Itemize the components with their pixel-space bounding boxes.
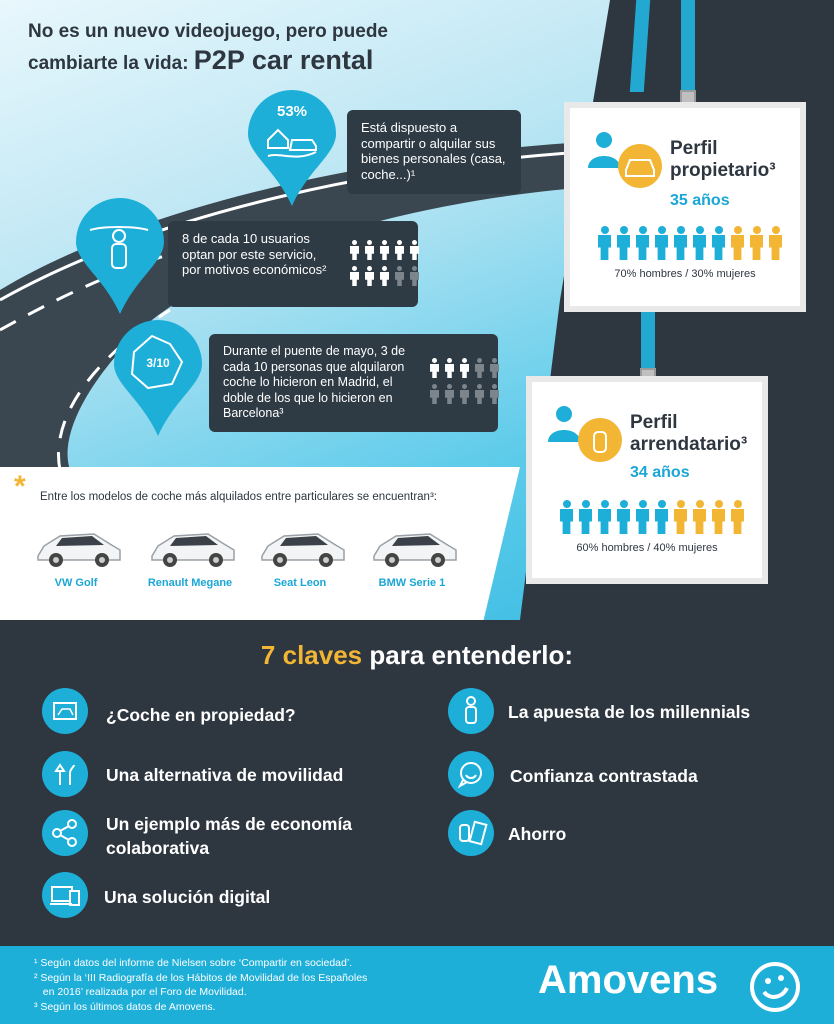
coins-icon (448, 810, 494, 856)
stat-3-ratio: 3/10 (146, 356, 170, 370)
lanyard-2 (641, 312, 655, 370)
key-label-4: Una solución digital (104, 887, 271, 907)
car-image-4 (370, 526, 460, 572)
key-label-3: Un ejemplo más de economía colaborativa (106, 814, 353, 858)
male-figure-icon (693, 226, 706, 260)
car-image-1 (34, 526, 124, 572)
female-figure-icon (731, 226, 744, 260)
male-figure-icon (617, 500, 630, 534)
male-figure-icon (617, 226, 630, 260)
key-label-5: La apuesta de los millennials (508, 702, 751, 722)
person-icon (490, 384, 499, 404)
person-icon (350, 266, 359, 286)
keys-title-highlight: 7 claves (260, 640, 363, 670)
person-icon (445, 384, 454, 404)
male-figure-icon (560, 500, 573, 534)
person-icon (460, 358, 469, 378)
owner-gender-split: 70% hombres / 30% mujeres (614, 268, 756, 280)
badge-clip-1 (680, 90, 696, 110)
female-figure-icon (750, 226, 763, 260)
profile-badge-owner (570, 108, 800, 306)
footnote-3: en 2016’ realizada por el Foro de Movilidad. (34, 986, 247, 998)
person-icon (445, 358, 454, 378)
person-icon (365, 266, 374, 286)
male-figure-icon (655, 500, 668, 534)
male-figure-icon (655, 226, 668, 260)
person-icon (365, 240, 374, 260)
map-pin-3 (112, 318, 204, 440)
key-label-1: ¿Coche en propiedad? (106, 705, 296, 725)
page-title (28, 18, 388, 78)
share-icon (42, 810, 88, 856)
title-line-2: cambiarte la vida: (28, 53, 194, 74)
owner-profile-age: 35 años (670, 192, 730, 209)
person-icon (430, 358, 439, 378)
stat-1-percent: 53% (276, 103, 308, 120)
car-image-2 (148, 526, 238, 572)
title-line-1: No es un nuevo videojuego, pero puede (28, 21, 388, 42)
person-icon (380, 266, 389, 286)
female-figure-icon (674, 500, 687, 534)
male-figure-icon (598, 226, 611, 260)
devices-icon (42, 872, 88, 918)
car-label-renault-megane: Renault Megane (147, 577, 233, 589)
car-image-3 (258, 526, 348, 572)
key-label-6: Confianza contrastada (510, 766, 698, 786)
male-figure-icon (579, 500, 592, 534)
profile-badge-renter (532, 382, 762, 578)
male-figure-icon (674, 226, 687, 260)
person-icon (410, 240, 419, 260)
male-figure-icon (598, 500, 611, 534)
title-highlight: P2P car rental (193, 45, 374, 75)
person-icon (490, 358, 499, 378)
person-icon (475, 384, 484, 404)
male-figure-icon (712, 226, 725, 260)
stat-2-text: 8 de cada 10 usuarios optan por este servicio, por motivos económicos² (168, 221, 418, 307)
renter-gender-figures (560, 500, 744, 534)
keys-title-rest: para entenderlo: (362, 640, 574, 670)
renter-gender-split: 60% hombres / 40% mujeres (576, 542, 718, 554)
female-figure-icon (712, 500, 725, 534)
person-icon (460, 384, 469, 404)
car-label-bmw-serie-1: BMW Serie 1 (378, 577, 446, 589)
owner-profile-title: Perfil propietario³ (670, 138, 776, 181)
smile-chat-icon (448, 751, 494, 797)
renter-profile-age: 34 años (630, 464, 690, 481)
person-icon (448, 688, 494, 734)
map-pin-2 (74, 196, 166, 318)
stat-1-text: Está dispuesto a compartir o alquilar sus bienes personales (casa, coche...)¹ (347, 110, 521, 194)
person-icon (410, 266, 419, 286)
person-icon (395, 240, 404, 260)
stat-3-text: Durante el puente de mayo, 3 de cada 10 personas que alquilaron coche lo hicieron en Madrid, el doble de los que lo hicieron en Barcelona³ (209, 334, 498, 432)
person-icon (380, 240, 389, 260)
lanyard-1 (681, 0, 695, 92)
asterisk-icon: * (14, 470, 26, 503)
key-label-2: Una alternativa de movilidad (106, 765, 344, 785)
owner-gender-figures (598, 226, 782, 260)
arrows-fork-icon (42, 751, 88, 797)
person-icon (475, 358, 484, 378)
renter-profile-title: Perfil arrendatario³ (630, 412, 748, 455)
renter-avatar-icon (548, 402, 628, 466)
cars-intro: Entre los modelos de coche más alquilados entre particulares se encuentran³: (40, 491, 437, 503)
footnote-4: ³ Según los últimos datos de Amovens. (34, 1001, 216, 1013)
male-figure-icon (636, 226, 649, 260)
smiley-logo-icon (748, 960, 802, 1014)
owner-avatar-icon (588, 128, 668, 192)
female-figure-icon (693, 500, 706, 534)
car-label-vw-golf: VW Golf (54, 577, 98, 589)
car-frame-icon (42, 688, 88, 734)
footnote-1: ¹ Según datos del informe de Nielsen sobre ‘Compartir en sociedad’. (34, 957, 353, 969)
footnote-2: ² Según la ‘III Radiografía de los Hábitos de Movilidad de los Españoles (34, 972, 368, 984)
female-figure-icon (769, 226, 782, 260)
male-figure-icon (636, 500, 649, 534)
stat-2-people-grid (350, 240, 422, 286)
person-icon (350, 240, 359, 260)
stat-3-people-grid (430, 358, 502, 404)
amovens-logo-text: Amovens (538, 958, 719, 1002)
car-label-seat-leon: Seat Leon (273, 577, 327, 589)
key-label-7: Ahorro (508, 824, 567, 844)
female-figure-icon (731, 500, 744, 534)
person-icon (395, 266, 404, 286)
person-icon (430, 384, 439, 404)
keys-title (0, 640, 834, 671)
